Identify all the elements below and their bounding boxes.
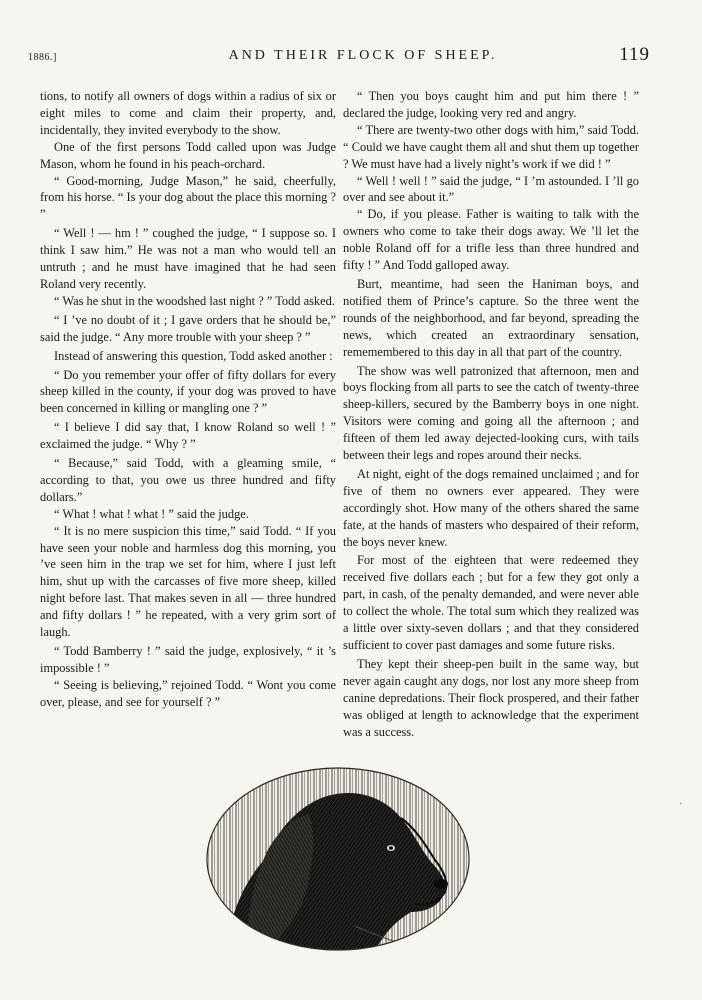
paragraph: One of the first persons Todd called upon was Judge Mason, whom he found in his peach-orchard. [40, 139, 336, 171]
paragraph: “ Well ! — hm ! ” coughed the judge, “ I suppose so. I think I saw him.” He was not a man who would tell an untruth ; and he must have imagined that he had seen Roland very recently. [40, 226, 336, 291]
paragraph: “ Do, if you please. Father is waiting to talk with the owners who come to take their dogs away. We ’ll let the noble Roland off for a trifle less than three hundred and fifty ! ” And Todd galloped away. [343, 207, 639, 273]
paragraph: “ It is no mere suspicion this time,” said Todd. “ If you have seen your noble and harmless dog this morning, you ’ve seen him in the trap we set for him, where I just left him, shut up with the carcasses of five more sheep, killed night before last. That makes seven in all — three hundred and fifty dollars ! ” he repeated, with a very grim sort of laugh. [40, 523, 336, 640]
paragraph: For most of the eighteen that were redeemed they received five dollars each ; but for a few they got only a part, in cash, of the penalty demanded, and were never able to collect the whole. The total sum which they realized was a little over sixty-seven dollars ; and that they considered sufficient to cover past damages and some future risks. [343, 553, 639, 652]
running-head-title: AND THEIR FLOCK OF SHEEP. [228, 48, 498, 63]
paragraph: At night, eight of the dogs remained unclaimed ; and for five of them no owners ever appeared. They were accordingly shot. How many of the others shared the same fate, at the hands of masters who despaired of their reform, the boys never knew. [343, 466, 639, 549]
running-head-year: 1886.] [28, 52, 57, 63]
paragraph: “ Seeing is believing,” rejoined Todd. “ Wont you come over, please, and see for yourself ? ” [40, 677, 336, 709]
right-text-column [343, 88, 639, 740]
paragraph: The show was well patronized that afternoon, men and boys flocking from all parts to see the catch of twenty-three sheep-killers, secured by the Bamberry boys in one night. Visitors were coming and going all the afternoon ; and fifteen of them led away dejected-looking curs, with tails between their legs and ropes around their necks. [343, 363, 639, 463]
paragraph: “ Todd Bamberry ! ” said the judge, explosively, “ it ’s impossible ! ” [40, 644, 336, 675]
paragraph: Instead of answering this question, Todd asked another : [54, 348, 333, 363]
paragraph: “ I ’ve no doubt of it ; I gave orders that he should be,” said the judge. “ Any more trouble with your sheep ? ” [40, 312, 336, 344]
paragraph: “ Do you remember your offer of fifty dollars for every sheep killed in the county, if your dog was proved to have been concerned in killing or mangling one ? ” [40, 367, 336, 416]
paragraph: “ I believe I did say that, I know Roland so well ! ” exclaimed the judge. “ Why ? ” [40, 420, 336, 452]
paragraph: “ Because,” said Todd, with a gleaming smile, “ according to that, you owe us three hundred and fifty dollars.” [40, 456, 336, 504]
running-head [28, 44, 650, 74]
page-number: 119 [619, 44, 650, 65]
dog-portrait-illustration [205, 766, 471, 952]
left-text-column [40, 88, 336, 711]
paragraph: tions, to notify all owners of dogs within a radius of six or eight miles to come and claim their property, and, incidentally, they invited everybody to the show. [40, 89, 336, 137]
paragraph: “ Was he shut in the woodshed last night ? ” Todd asked. [54, 293, 335, 308]
paragraph: Burt, meantime, had seen the Haniman boys, and notified them of Prince’s capture. So the three went the rounds of the neighborhood, and far beyond, spreading the news, which created an extraordinary sensation, rememembered to this day in all that part of the country. [343, 276, 639, 359]
paragraph: “ Well ! well ! ” said the judge, “ I ’m astounded. I ’ll go over and see about it.” [343, 173, 639, 205]
paragraph: “ What ! what ! what ! ” said the judge. [54, 506, 249, 521]
paragraph: They kept their sheep-pen built in the same way, but never again caught any dogs, nor lost any more sheep from canine depredations. Their flock prospered, and their father was obliged at length to acknowledge that the experiment was a success. [343, 656, 639, 739]
paragraph: “ Then you boys caught him and put him there ! ” declared the judge, looking very red and angry. [343, 89, 639, 120]
paragraph: “ Good-morning, Judge Mason,” he said, cheerfully, from his horse. “ Is your dog about the place this morning ? ” [40, 173, 336, 222]
margin-mark: · [679, 798, 683, 810]
paragraph: “ There are twenty-two other dogs with him,” said Todd. “ Could we have caught them all and shut them up together ? We must have had a lively night’s work if we did ! ” [343, 122, 639, 171]
